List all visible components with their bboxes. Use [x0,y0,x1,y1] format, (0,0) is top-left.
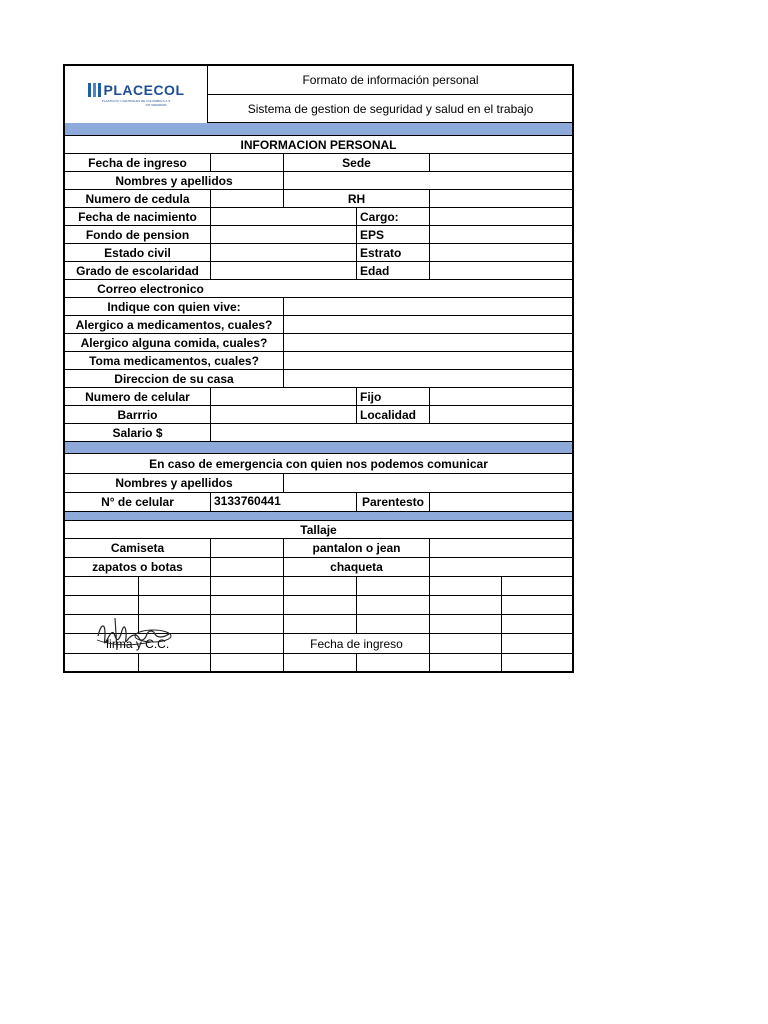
label-celular: Numero de celular [85,389,190,404]
field-alergico-med[interactable] [283,316,572,333]
field-camiseta[interactable] [210,539,283,557]
grid-cell [210,615,283,633]
grid-cell [65,654,138,671]
field-direccion[interactable] [283,370,572,387]
grid-cell [501,577,572,595]
field-chaqueta[interactable] [429,558,572,576]
grid-row [63,654,574,673]
grid-cell [429,596,502,614]
field-firma[interactable] [210,634,283,653]
field-pension[interactable] [210,226,356,243]
row-emergency-nombres [63,474,574,493]
grid-row [63,577,574,596]
section-title-emergency: En caso de emergencia con quien nos podemos comunicar [149,456,488,471]
label-alergico-med: Alergico a medicamentos, cuales? [75,317,273,332]
field-fecha-ingreso[interactable] [210,154,283,171]
company-logo [65,66,207,123]
label-direccion: Direccion de su casa [114,371,234,386]
separator-bar [63,512,574,521]
label-barrio: Barrrio [117,407,158,422]
grid-cell [429,634,502,653]
label-emergency-nombres: Nombres y apellidos [115,476,233,490]
label-nombres: Nombres y apellidos [115,173,233,188]
grid-cell [65,577,138,595]
row-alergico-med [63,316,574,334]
row-zapatos [63,558,574,577]
field-rh[interactable] [429,190,572,207]
field-estrato[interactable] [429,244,572,261]
grid-cell [429,577,502,595]
grid-cell [210,654,283,671]
grid-cell [356,654,429,671]
field-cargo[interactable] [429,208,572,225]
field-parentesco[interactable] [429,493,572,511]
row-pension [63,226,574,244]
label-sede: Sede [283,154,429,171]
row-toma-med [63,352,574,370]
separator-bar [63,123,574,136]
grid-cell [501,634,572,653]
grid-cell [210,577,283,595]
brand-tagline: PLASTICOS Y CENTRALES DE COLOMBIA S.A.S [101,99,171,103]
row-nombres [63,172,574,190]
section-tallaje [63,521,574,539]
grid-cell [65,596,138,614]
field-emergency-celular[interactable]: 3133760441 [210,493,356,511]
field-cedula[interactable] [210,190,283,207]
row-vive [63,298,574,316]
grid-cell [210,596,283,614]
logo-cell [65,66,208,123]
grid-cell [356,577,429,595]
field-toma-med[interactable] [283,352,572,369]
grid-cell [138,577,211,595]
grid-cell [501,615,572,633]
row-salario [63,424,574,442]
field-sede[interactable] [429,154,572,171]
label-fecha-ingreso: Fecha de ingreso [88,155,187,170]
label-escolaridad: Grado de escolaridad [76,263,199,278]
section-emergency [63,454,574,474]
field-zapatos[interactable] [210,558,283,576]
field-edad[interactable] [429,262,572,279]
field-celular[interactable] [210,388,356,405]
handwritten-signature [93,616,175,656]
field-vive[interactable] [283,298,572,315]
label-toma-med: Toma medicamentos, cuales? [89,353,259,368]
label-estrato: Estrato [356,244,429,261]
label-vive: Indique con quien vive: [107,299,241,314]
field-nacimiento[interactable] [210,208,356,225]
field-salario[interactable] [210,424,572,441]
row-emergency-celular [63,493,574,512]
row-estado-civil [63,244,574,262]
label-rh: RH [283,190,429,207]
section-personal [63,136,574,154]
label-pension: Fondo de pension [85,227,190,242]
field-pantalon[interactable] [429,539,572,557]
label-eps: EPS [356,226,429,243]
field-eps[interactable] [429,226,572,243]
grid-cell [283,654,356,671]
label-zapatos: zapatos o botas [92,560,183,574]
row-celular [63,388,574,406]
field-nombres[interactable] [283,172,572,189]
section-title-personal: INFORMACION PERSONAL [240,137,397,152]
label-alergico-comida: Alergico alguna comida, cuales? [80,335,268,350]
grid-row [63,596,574,615]
grid-cell [283,615,356,633]
label-chaqueta: chaqueta [283,558,429,576]
row-direccion [63,370,574,388]
brand-nit: NIT 900000000 [145,103,167,107]
grid-cell [283,577,356,595]
field-fijo[interactable] [429,388,572,405]
label-firma: firma y C.C. [105,636,170,651]
form-title: Formato de información personal [302,73,479,87]
row-correo [63,280,574,298]
section-title-tallaje: Tallaje [300,522,337,537]
label-cargo: Cargo: [356,208,429,225]
grid-cell [501,654,572,671]
field-escolaridad[interactable] [210,262,356,279]
label-salario: Salario $ [112,425,163,440]
row-nacimiento [63,208,574,226]
label-fijo: Fijo [356,388,429,405]
label-camiseta: Camiseta [110,541,165,555]
system-title: Sistema de gestion de seguridad y salud en el trabajo [247,101,534,116]
grid-cell [356,615,429,633]
separator-bar [63,442,574,454]
row-alergico-comida [63,334,574,352]
field-emergency-nombres[interactable] [283,474,572,492]
row-fecha-ingreso [63,154,574,172]
label-nacimiento: Fecha de nacimiento [78,209,197,224]
row-barrio [63,406,574,424]
field-estado-civil[interactable] [210,244,356,261]
row-cedula [63,190,574,208]
grid-cell [138,596,211,614]
label-estado-civil: Estado civil [104,245,171,260]
logo-icon [88,83,102,97]
label-edad: Edad [356,262,429,279]
row-escolaridad [63,262,574,280]
personal-info-form [63,64,574,673]
label-cedula: Numero de cedula [85,191,190,206]
label-parentesco: Parentesto [356,493,429,511]
grid-cell [138,654,211,671]
grid-cell [429,654,502,671]
grid-cell [429,615,502,633]
brand-name: PLACECOL [103,82,185,98]
label-fecha-ingreso-footer: Fecha de ingreso [283,634,429,653]
label-correo: Correo electronico [97,281,204,296]
label-pantalon: pantalon o jean [283,539,429,557]
field-barrio[interactable] [210,406,356,423]
row-camiseta [63,539,574,558]
grid-cell [356,596,429,614]
grid-cell [283,596,356,614]
field-alergico-comida[interactable] [283,334,572,351]
field-localidad[interactable] [429,406,572,423]
grid-cell [501,596,572,614]
label-emergency-celular: N° de celular [101,495,174,509]
field-correo[interactable] [210,280,572,297]
label-localidad: Localidad [356,406,429,423]
